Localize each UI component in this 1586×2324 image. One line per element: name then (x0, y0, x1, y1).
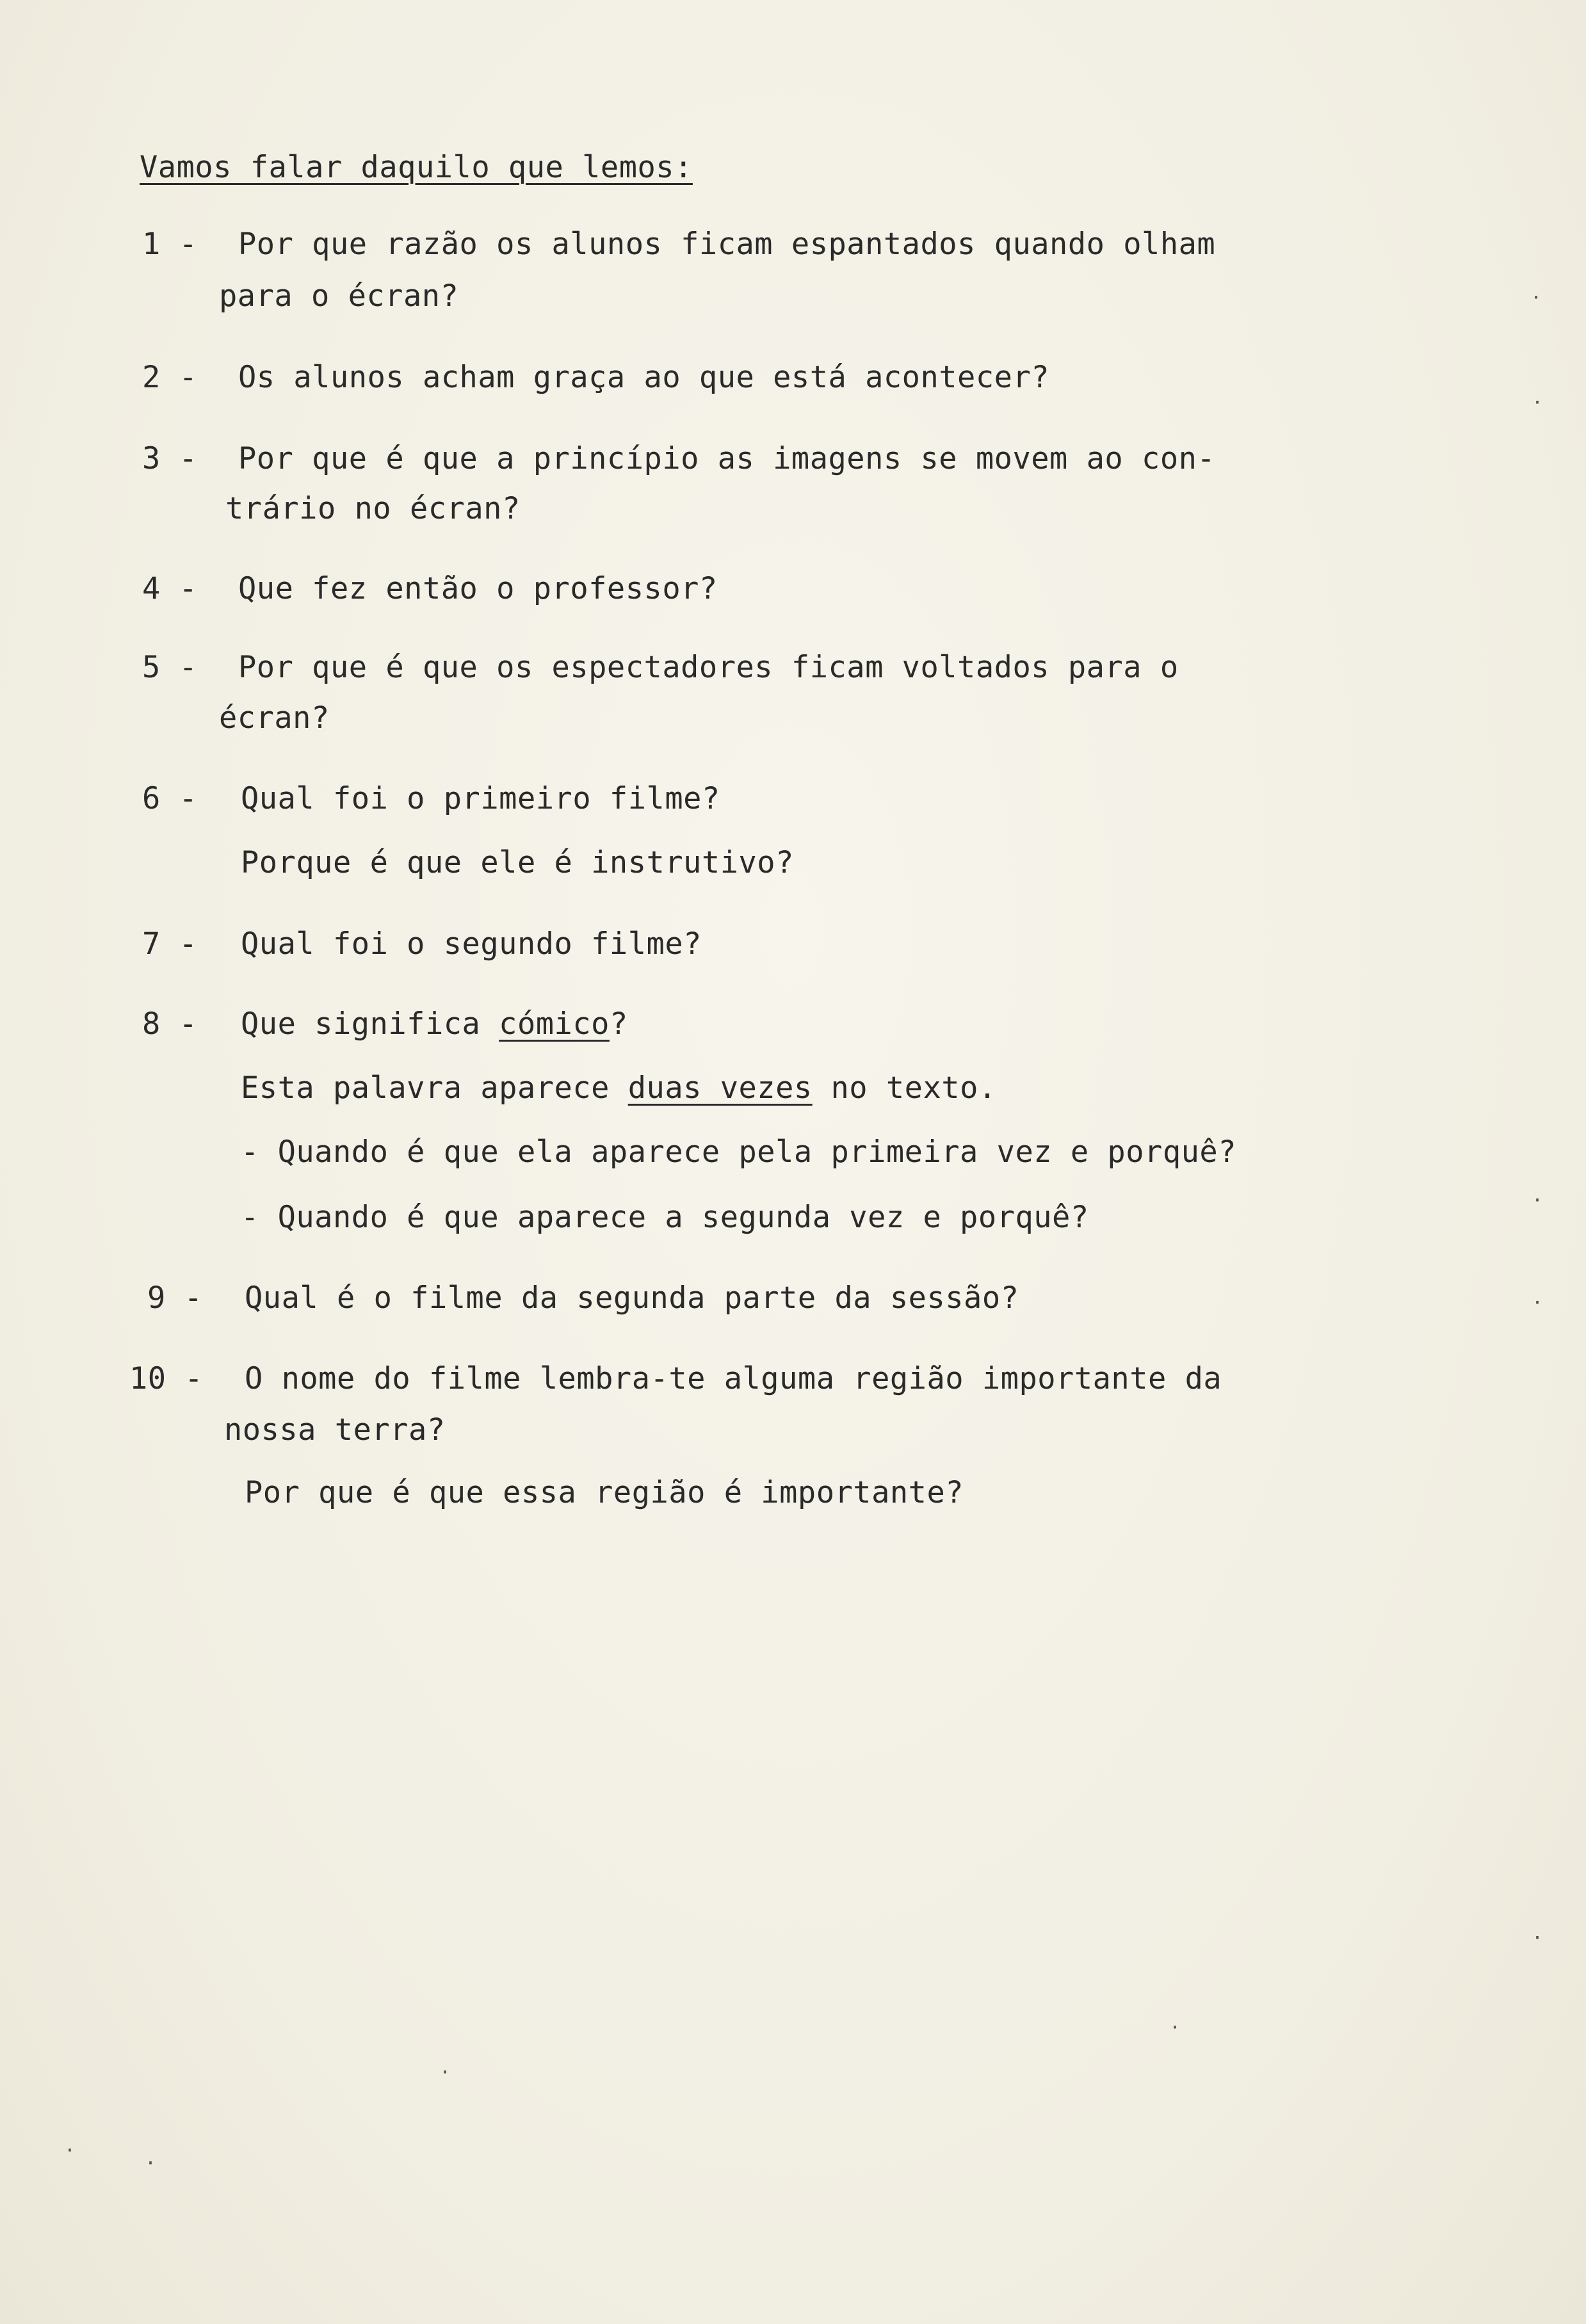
question-6-number: 6 - (142, 781, 198, 816)
question-10-number: 10 - (129, 1361, 204, 1396)
question-5-line-1: Por que é que os espectadores ficam voltados para o (238, 650, 1179, 685)
question-8-line-2 (241, 1069, 997, 1108)
speck-mark: · (1169, 2017, 1181, 2039)
underlined-phrase-duas-vezes: duas vezes (627, 1070, 813, 1106)
question-5-line-2: écran? (219, 700, 330, 736)
question-1-number: 1 - (142, 227, 198, 262)
question-4-line-1: Que fez então o professor? (238, 571, 718, 606)
speck-mark: · (1532, 1927, 1544, 1949)
question-7-line-1: Qual foi o segundo filme? (241, 926, 702, 962)
question-3-line-2: trário no écran? (225, 491, 521, 526)
question-5-number: 5 - (142, 650, 198, 685)
question-8-line-1-text: Que significa (241, 1006, 499, 1042)
question-8-line-1 (241, 1005, 628, 1044)
question-6-line-1: Qual foi o primeiro filme? (241, 781, 720, 816)
question-8-line-2-text: Esta palavra aparece (241, 1070, 628, 1106)
speck-mark: · (145, 2152, 157, 2175)
question-9-line-1: Qual é o filme da segunda parte da sessão? (245, 1280, 1019, 1316)
speck-mark: · (1532, 1190, 1544, 1212)
question-8-line-1-end: ? (609, 1006, 628, 1042)
speck-mark: · (64, 2140, 76, 2162)
question-1-line-1: Por que razão os alunos ficam espantados quando olham (238, 227, 1216, 262)
question-8-line-4: - Quando é que aparece a segunda vez e porquê? (241, 1200, 1089, 1235)
question-10-line-2: nossa terra? (224, 1412, 446, 1448)
speck-mark: · (1532, 1292, 1544, 1314)
speck-mark: · (1532, 392, 1544, 414)
question-9-number: 9 - (147, 1280, 203, 1316)
question-3-number: 3 - (142, 441, 198, 476)
underlined-word-comico: cómico (499, 1006, 610, 1042)
question-7-number: 7 - (142, 926, 198, 962)
question-1-line-2: para o écran? (219, 278, 459, 314)
question-8-line-3: - Quando é que ela aparece pela primeira vez e porquê? (241, 1134, 1237, 1170)
question-10-line-1: O nome do filme lembra-te alguma região importante da (245, 1361, 1222, 1396)
speck-mark: · (1530, 287, 1542, 309)
page-heading: Vamos falar daquilo que lemos: (140, 150, 693, 185)
question-4-number: 4 - (142, 571, 198, 606)
question-10-line-3: Por que é que essa região é importante? (245, 1475, 964, 1510)
question-8-number: 8 - (142, 1006, 198, 1042)
question-2-line-1: Os alunos acham graça ao que está acontecer? (238, 360, 1050, 395)
speck-mark: · (439, 2062, 451, 2084)
question-6-line-2: Porque é que ele é instrutivo? (241, 845, 794, 880)
question-2-number: 2 - (142, 360, 198, 395)
question-8-line-2-end: no texto. (812, 1070, 997, 1106)
question-3-line-1: Por que é que a princípio as imagens se movem ao con- (238, 441, 1216, 476)
